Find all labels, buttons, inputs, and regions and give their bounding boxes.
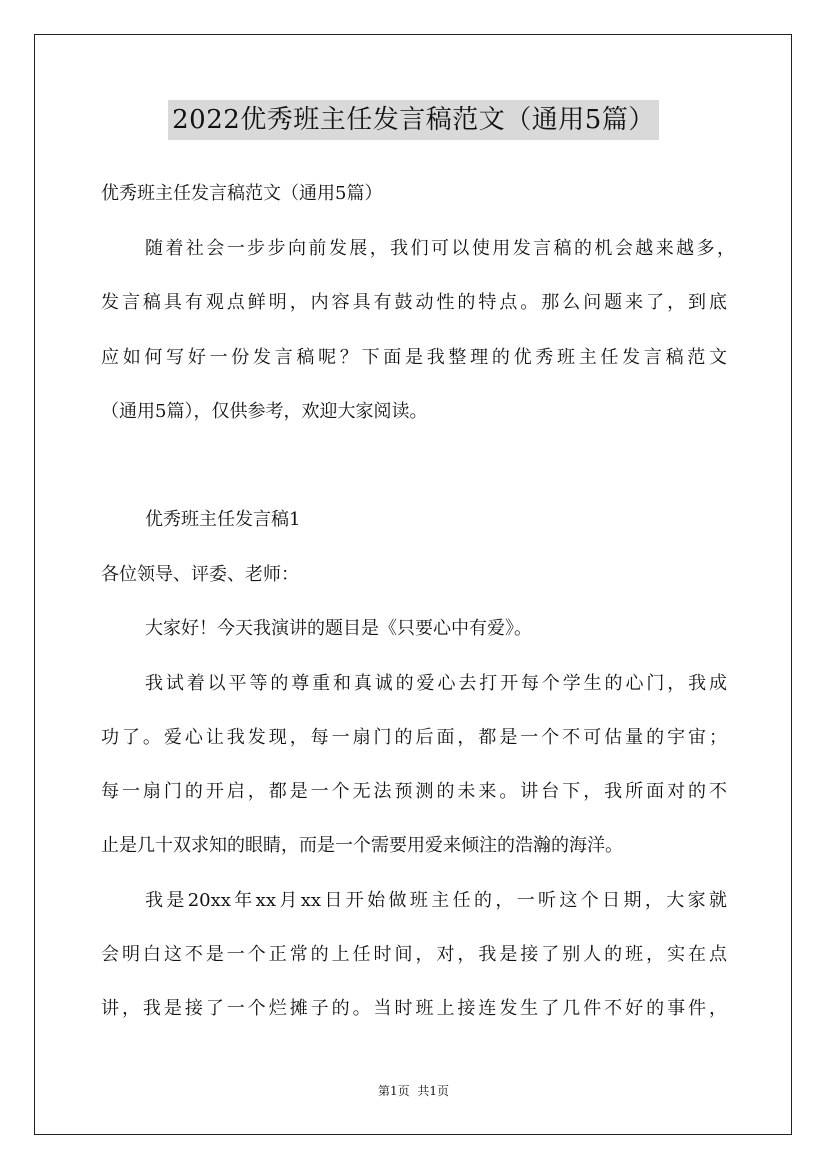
page-total: 共1页 (417, 1084, 450, 1098)
para1-line-4: 止是几十双求知的眼睛，而是一个需要用爱来倾注的浩瀚的海洋。 (101, 835, 623, 856)
document-title: 2022优秀班主任发言稿范文（通用5篇） (168, 100, 659, 140)
title-container (0, 100, 827, 140)
para2-line-3: 讲，我是接了一个烂摊子的。当时班上接连发生了几件不好的事件， (101, 998, 727, 1019)
para2-line-2: 会明白这不是一个正常的上任时间，对，我是接了别人的班，实在点 (101, 944, 727, 965)
para1-line-2: 功了。爱心让我发现，每一扇门的后面，都是一个不可估量的宇宙； (101, 727, 727, 748)
greeting: 大家好！今天我演讲的题目是《只要心中有爱》。 (145, 618, 532, 639)
para1-line-1: 我试着以平等的尊重和真诚的爱心去打开每个学生的心门，我成 (145, 673, 727, 694)
salutation: 各位领导、评委、老师： (101, 564, 299, 585)
intro-line-3: 应如何写好一份发言稿呢？下面是我整理的优秀班主任发言稿范文 (101, 347, 727, 368)
document-subtitle: 优秀班主任发言稿范文（通用5篇） (101, 183, 383, 204)
para2-line-1: 我是20xx年xx月xx日开始做班主任的，一听这个日期，大家就 (145, 890, 727, 911)
intro-line-2: 发言稿具有观点鲜明，内容具有鼓动性的特点。那么问题来了，到底 (101, 292, 727, 313)
page-footer (0, 1083, 827, 1099)
intro-line-4: （通用5篇），仅供参考，欢迎大家阅读。 (101, 401, 428, 422)
page-number: 第1页 (377, 1084, 410, 1098)
intro-line-1: 随着社会一步步向前发展，我们可以使用发言稿的机会越来越多， (145, 238, 735, 259)
section-heading: 优秀班主任发言稿1 (145, 509, 301, 530)
para1-line-3: 每一扇门的开启，都是一个无法预测的未来。讲台下，我所面对的不 (101, 781, 727, 802)
